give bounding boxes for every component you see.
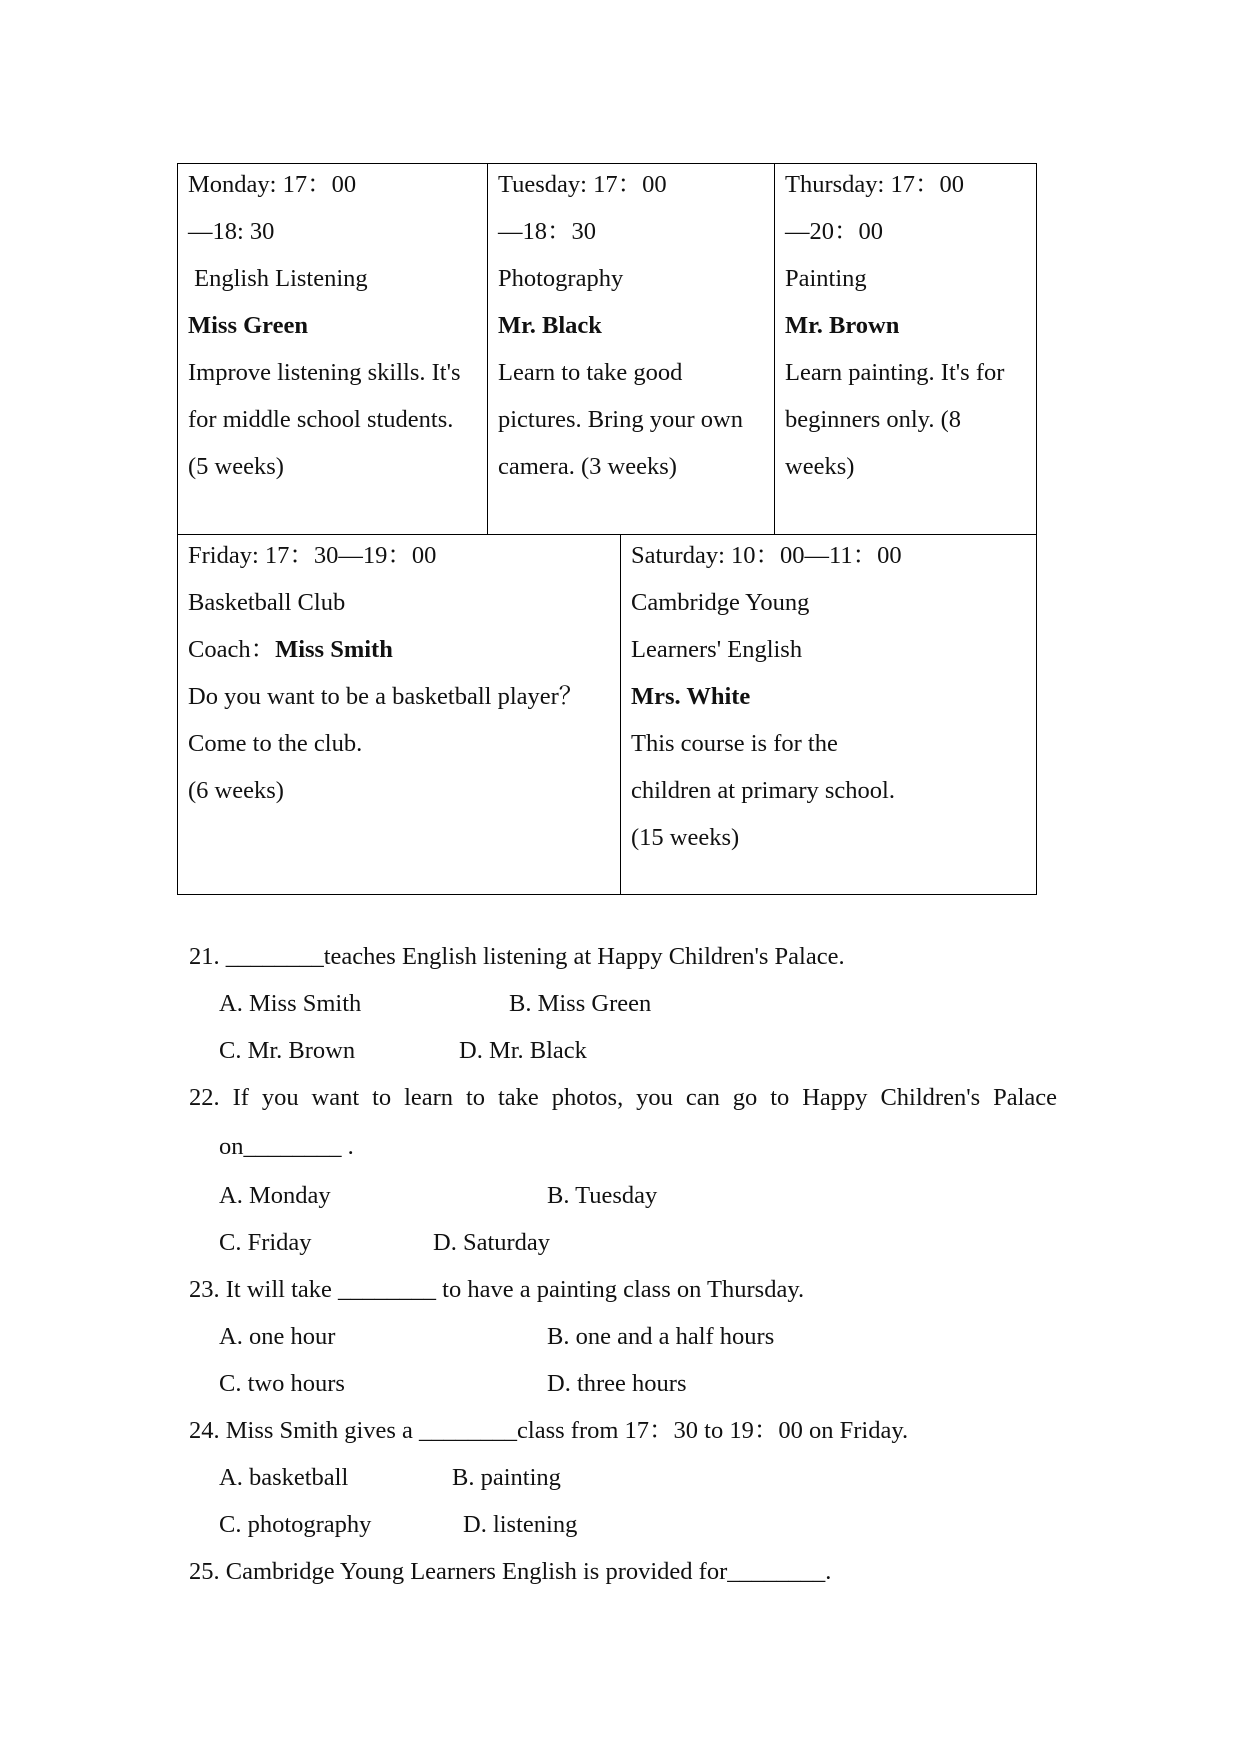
q22-stem-word: to (465, 1084, 486, 1111)
q24-option-b: B. painting (452, 1464, 561, 1491)
thursday-time-start: Thursday: 17：00 (785, 171, 964, 198)
q22-stem-word: you (261, 1084, 299, 1111)
saturday-desc-3: (15 weeks) (631, 824, 740, 851)
tuesday-course: Photography (498, 265, 624, 292)
q22-stem-word: to (770, 1084, 790, 1111)
friday-desc-2: Come to the club. (188, 730, 363, 757)
q23-option-b: B. one and a half hours (547, 1323, 775, 1350)
q24-option-d: D. listening (463, 1511, 578, 1538)
q22-stem-word: want (311, 1084, 360, 1111)
saturday-desc-1: This course is for the (631, 730, 838, 757)
q22-option-b: B. Tuesday (547, 1182, 658, 1209)
monday-course: English Listening (188, 265, 368, 292)
q22-stem-word: Palace (993, 1084, 1058, 1111)
q22-stem-continued: on________ . (219, 1133, 354, 1160)
thursday-time-end: —20：00 (785, 218, 883, 245)
thursday-desc-1: Learn painting. It's for (785, 359, 1005, 386)
q22-stem (189, 1082, 1057, 1114)
tuesday-desc-1: Learn to take good (498, 359, 683, 386)
q21-option-d: D. Mr. Black (459, 1037, 587, 1064)
monday-teacher: Miss Green (188, 312, 308, 339)
q22-option-a: A. Monday (219, 1182, 331, 1209)
saturday-course-2: Learners' English (631, 636, 803, 663)
monday-desc-2: for middle school students. (188, 406, 454, 433)
q22-stem-word: Children's (880, 1084, 981, 1111)
monday-desc-1: Improve listening skills. It's (188, 359, 461, 386)
monday-time-end: —18: 30 (188, 218, 275, 245)
schedule-row-1 (178, 164, 1036, 535)
cell-thursday (774, 164, 1036, 534)
q22-stem-word: you (636, 1084, 673, 1111)
q21-option-a: A. Miss Smith (219, 990, 362, 1017)
q21-stem: 21. ________teaches English listening at Happy Children's Palace. (189, 943, 845, 970)
q22-stem-word: to (372, 1084, 392, 1111)
tuesday-time-start: Tuesday: 17：00 (498, 171, 667, 198)
q22-stem-word: take (497, 1084, 539, 1111)
saturday-course-1: Cambridge Young (631, 589, 810, 616)
q23-option-c: C. two hours (219, 1370, 345, 1397)
schedule-table (177, 163, 1037, 895)
thursday-desc-3: weeks) (785, 453, 855, 480)
monday-desc-3: (5 weeks) (188, 453, 284, 480)
q22-stem-word: photos, (551, 1084, 624, 1111)
q22-stem-word: learn (404, 1084, 454, 1111)
q23-option-a: A. one hour (219, 1323, 336, 1350)
cell-friday (178, 535, 620, 894)
saturday-desc-2: children at primary school. (631, 777, 895, 804)
friday-desc-3: (6 weeks) (188, 777, 284, 804)
q22-option-d: D. Saturday (433, 1229, 551, 1256)
q22-stem-word: can (685, 1084, 720, 1111)
q24-option-a: A. basketball (219, 1464, 349, 1491)
q23-option-d: D. three hours (547, 1370, 687, 1397)
saturday-time: Saturday: 10：00—11：00 (631, 542, 902, 569)
q24-stem: 24. Miss Smith gives a ________class from 17：30 to 19：00 on Friday. (189, 1417, 909, 1444)
friday-time: Friday: 17：30—19：00 (188, 542, 437, 569)
friday-coach (188, 626, 610, 673)
tuesday-time-end: —18：30 (498, 218, 596, 245)
q25-stem: 25. Cambridge Young Learners English is provided for________. (189, 1558, 832, 1585)
friday-course: Basketball Club (188, 589, 346, 616)
q24-option-c: C. photography (219, 1511, 372, 1538)
q22-stem-word: go (732, 1084, 758, 1111)
q21-option-c: C. Mr. Brown (219, 1037, 356, 1064)
cell-tuesday (487, 164, 774, 534)
tuesday-desc-2: pictures. Bring your own (498, 406, 743, 433)
schedule-row-2 (178, 535, 1036, 894)
friday-desc-1: Do you want to be a basketball player？ (188, 683, 584, 710)
friday-teacher: Miss Smith (275, 636, 393, 663)
q23-stem: 23. It will take ________ to have a painting class on Thursday. (189, 1276, 805, 1303)
q22-stem-word: 22. (189, 1084, 220, 1111)
q22-option-c: C. Friday (219, 1229, 312, 1256)
saturday-teacher: Mrs. White (631, 683, 751, 710)
q22-stem-word: Happy (802, 1084, 868, 1111)
thursday-desc-2: beginners only. (8 (785, 406, 961, 433)
q22-stem-word: If (232, 1084, 249, 1111)
tuesday-desc-3: camera. (3 weeks) (498, 453, 677, 480)
q21-option-b: B. Miss Green (509, 990, 652, 1017)
cell-saturday (620, 535, 1036, 894)
thursday-teacher: Mr. Brown (785, 312, 900, 339)
monday-time-start: Monday: 17：00 (188, 171, 357, 198)
tuesday-teacher: Mr. Black (498, 312, 602, 339)
friday-coach-label: Coach： (188, 636, 276, 663)
cell-monday (178, 164, 487, 534)
thursday-course: Painting (785, 265, 867, 292)
